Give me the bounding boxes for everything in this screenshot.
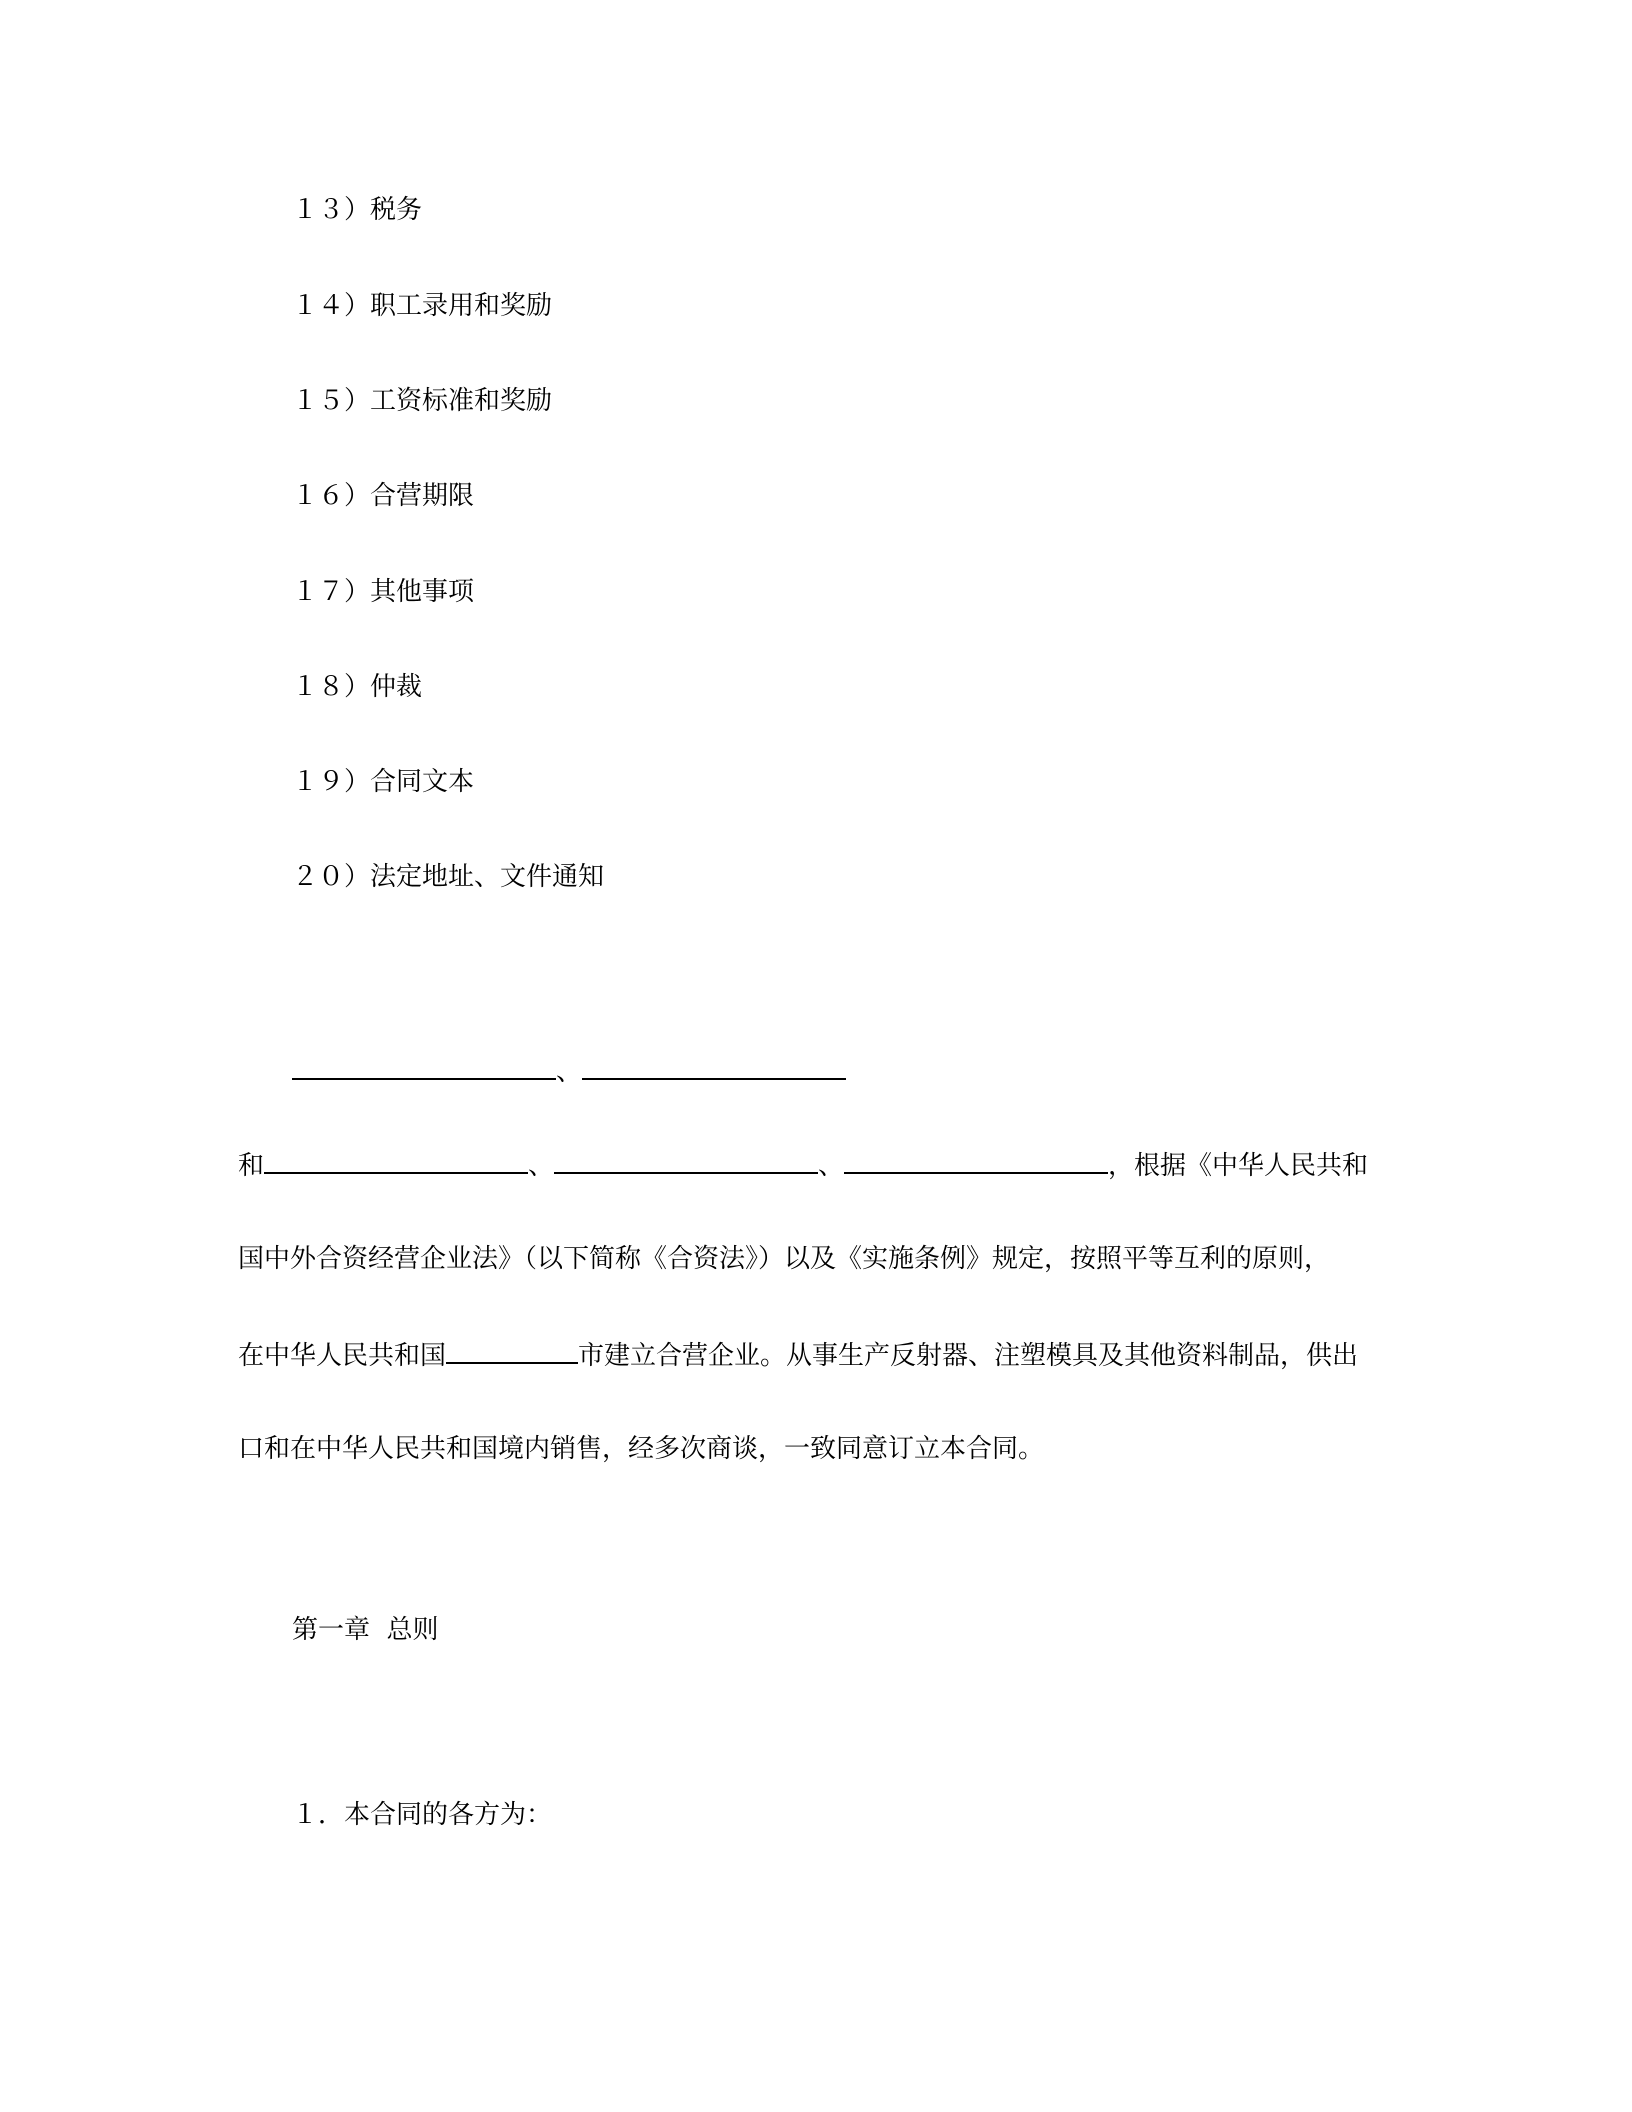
preamble-text: 口和在中华人民共和国境内销售，经多次商谈，一致同意订立本合同。 <box>238 1434 1045 1464</box>
separator: 、 <box>818 1151 845 1181</box>
preamble-line-5 <box>238 1431 1044 1467</box>
toc-item-number: １３） <box>292 195 371 225</box>
toc-item-number: １９） <box>292 767 371 797</box>
toc-item-title: 合同文本 <box>370 767 475 797</box>
toc-item-title: 其他事项 <box>370 577 475 607</box>
toc-item-13 <box>292 192 422 228</box>
toc-item-title: 工资标准和奖励 <box>370 386 553 416</box>
parties-line-1 <box>292 1052 846 1090</box>
chapter-heading <box>292 1612 439 1648</box>
toc-item-title: 税务 <box>370 195 423 225</box>
party-blank[interactable] <box>582 1052 846 1080</box>
party-blank[interactable] <box>844 1146 1108 1174</box>
toc-item-17 <box>292 574 474 610</box>
toc-item-19 <box>292 764 474 800</box>
party-blank[interactable] <box>292 1052 556 1080</box>
toc-item-number: １７） <box>292 577 371 607</box>
preamble-line-4 <box>238 1336 1358 1374</box>
toc-item-20 <box>292 859 604 895</box>
preamble-prefix: 在中华人民共和国 <box>238 1341 447 1371</box>
preamble-text: 国中外合资经营企业法》（以下简称《合资法》）以及《实施条例》规定，按照平等互利的原则， <box>238 1244 1331 1274</box>
toc-item-number: １４） <box>292 291 371 321</box>
city-blank[interactable] <box>446 1336 578 1364</box>
toc-item-title: 法定地址、文件通知 <box>370 862 605 892</box>
toc-item-15 <box>292 383 552 419</box>
preamble-suffix: 市建立合营企业。从事生产反射器、注塑模具及其他资料制品，供出 <box>578 1341 1359 1371</box>
toc-item-number: ２０） <box>292 862 371 892</box>
toc-item-number: １５） <box>292 386 371 416</box>
toc-item-14 <box>292 288 552 324</box>
parties-prefix: 和 <box>238 1151 265 1181</box>
parties-suffix: ，根据《中华人民共和 <box>1108 1151 1369 1181</box>
toc-item-18 <box>292 669 422 705</box>
chapter-title: 第一章 总则 <box>292 1615 439 1645</box>
toc-item-number: １８） <box>292 672 371 702</box>
separator: 、 <box>528 1151 555 1181</box>
parties-line-2 <box>238 1146 1368 1184</box>
clause-1 <box>292 1797 552 1833</box>
toc-item-title: 职工录用和奖励 <box>370 291 553 321</box>
toc-item-title: 仲裁 <box>370 672 423 702</box>
party-blank[interactable] <box>554 1146 818 1174</box>
separator: 、 <box>556 1057 583 1087</box>
toc-item-number: １６） <box>292 481 371 511</box>
toc-item-16 <box>292 478 474 514</box>
party-blank[interactable] <box>264 1146 528 1174</box>
preamble-line-3 <box>238 1241 1330 1277</box>
clause-text: １．本合同的各方为： <box>292 1800 553 1830</box>
toc-item-title: 合营期限 <box>370 481 475 511</box>
